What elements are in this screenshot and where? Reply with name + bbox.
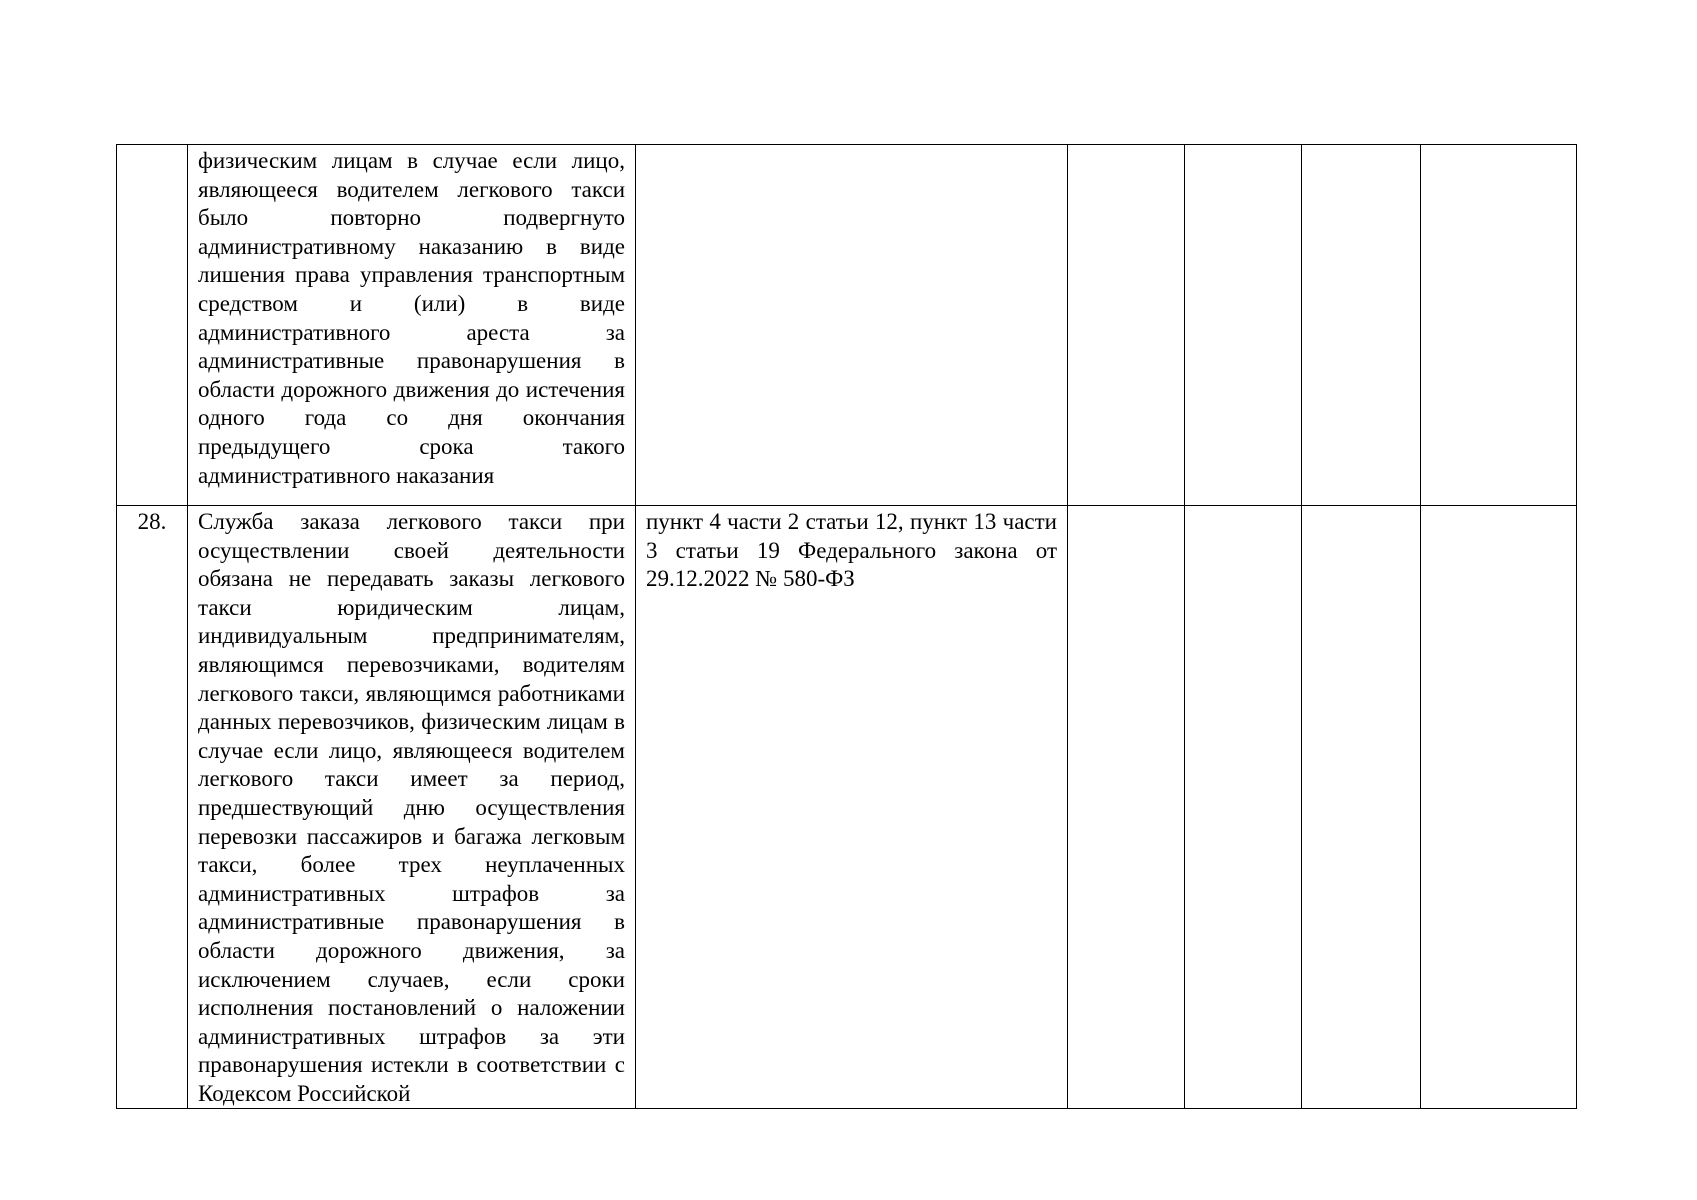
empty-cell-4: [1068, 506, 1185, 1109]
cell-5-text: [1185, 145, 1301, 147]
cell-6-text: [1302, 145, 1420, 147]
empty-cell-5: [1185, 145, 1302, 506]
requirement-text: Служба заказа легкового такси при осуществлении своей деятельности обязана не передавать заказы легкового такси юридическим лицам, индивидуальным предпринимателям, являющимся перевозчиками, водителям легкового такси, являющимся работниками данных перевозчиков, физическим лицам в случае если лицо, являющееся водителем легкового такси имеет за период, предшествующий дню осуществления перевозки пассажиров и багажа легковым такси, более трех неуплаченных административных штрафов за административные правонарушения в области дорожного движения, за исключением случаев, если сроки исполнения постановлений о наложении административных штрафов за эти правонарушения истекли в соответствии с Кодексом Российской: [198, 509, 625, 1106]
empty-cell-7: [1421, 506, 1577, 1109]
empty-cell-6: [1302, 145, 1421, 506]
row-number-cell: [117, 145, 188, 506]
table-row: [117, 145, 1577, 506]
row-number-cell: [117, 506, 188, 1109]
row-number: [117, 145, 187, 147]
requirement-cell: [188, 145, 636, 506]
legal-basis-cell: [636, 145, 1068, 506]
legal-basis-text: пункт 4 части 2 статьи 12, пункт 13 части 3 статьи 19 Федерального закона от 29.12.2022 № 580-ФЗ: [646, 509, 1057, 592]
legal-basis-text: [636, 145, 1067, 147]
requirements-table: [116, 144, 1577, 1109]
legal-basis-cell: [636, 506, 1068, 1109]
empty-cell-4: [1068, 145, 1185, 506]
requirement-cell: [188, 506, 636, 1109]
requirement-text: физическим лицам в случае если лицо, являющееся водителем легкового такси было повторно подвергнуто административному наказанию в виде лишения права управления транспортным средством и (или) в виде административного ареста за административные правонарушения в области дорожного движения до истечения одного года со дня окончания предыдущего срока такого административного наказания: [198, 148, 625, 488]
cell-7-text: [1421, 506, 1576, 508]
cell-5-text: [1185, 506, 1301, 508]
empty-cell-6: [1302, 506, 1421, 1109]
row-number: 28.: [137, 509, 167, 534]
empty-cell-7: [1421, 145, 1577, 506]
cell-4-text: [1068, 506, 1184, 508]
table-row: [117, 506, 1577, 1109]
cell-6-text: [1302, 506, 1420, 508]
empty-cell-5: [1185, 506, 1302, 1109]
cell-7-text: [1421, 145, 1576, 147]
cell-4-text: [1068, 145, 1184, 147]
